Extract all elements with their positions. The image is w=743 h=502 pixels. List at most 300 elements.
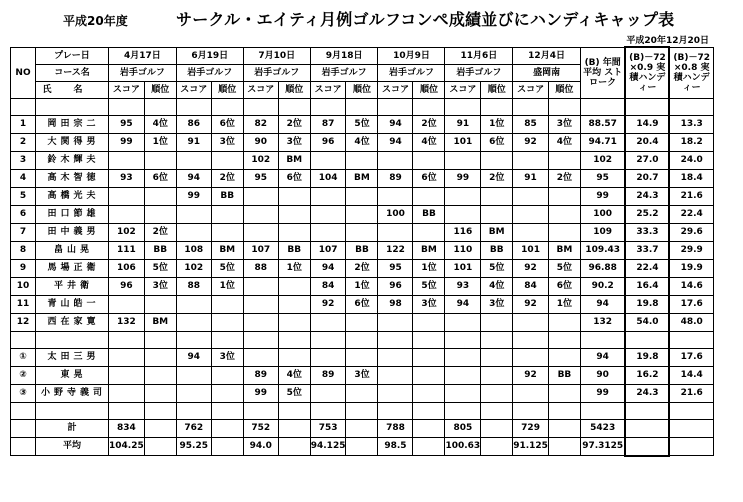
rank-cell: 6位 [346, 295, 378, 313]
rank-cell [278, 295, 310, 313]
handicap-0.9-cell: 25.2 [625, 205, 669, 223]
blank-cell [211, 98, 243, 115]
score-cell: 95 [243, 169, 278, 187]
score-cell [243, 187, 278, 205]
score-cell [378, 384, 413, 402]
blank-cell [278, 331, 310, 348]
rank-cell [211, 223, 243, 241]
rank-cell: BB [346, 241, 378, 259]
round-course: 岩手ゴルフ [176, 64, 243, 81]
score-cell: 116 [445, 223, 481, 241]
handicap-0.8-cell: 21.6 [669, 384, 713, 402]
rank-cell: 1位 [481, 115, 513, 133]
score-column-header: スコア [243, 81, 278, 98]
rank-cell: 2位 [346, 259, 378, 277]
rank-cell [413, 366, 445, 384]
round-average: 94.125 [310, 437, 346, 456]
player-name: 鈴木輝夫 [36, 151, 109, 169]
handicap-0.8-cell: 48.0 [669, 313, 713, 331]
handicap-0.8-cell: 29.6 [669, 223, 713, 241]
table-row [11, 241, 714, 259]
rank-cell: 2位 [481, 169, 513, 187]
rank-cell [211, 384, 243, 402]
blank-cell [513, 402, 549, 419]
score-cell [243, 277, 278, 295]
round-average: 91.125 [513, 437, 549, 456]
average-rank-blank [211, 437, 243, 456]
round-course: 岩手ゴルフ [445, 64, 513, 81]
score-cell [176, 295, 211, 313]
rank-cell: 5位 [346, 115, 378, 133]
overall-average: 97.3125 [580, 437, 625, 456]
score-cell: 101 [445, 259, 481, 277]
blank-cell [176, 331, 211, 348]
blank-cell [481, 331, 513, 348]
player-number: 3 [11, 151, 36, 169]
round-average: 98.5 [378, 437, 413, 456]
blank-cell [176, 402, 211, 419]
table-row [11, 295, 714, 313]
table-row [11, 187, 714, 205]
score-cell [513, 313, 549, 331]
rank-cell: 6位 [481, 133, 513, 151]
rank-cell [548, 223, 580, 241]
score-cell: 82 [243, 115, 278, 133]
blank-cell [669, 402, 713, 419]
handicap-0.9-cell: 33.3 [625, 223, 669, 241]
rank-cell [346, 205, 378, 223]
course-name-label: コース名 [36, 64, 109, 81]
rank-cell [346, 151, 378, 169]
average-stroke-cell: 102 [580, 151, 625, 169]
score-cell: 91 [176, 133, 211, 151]
score-cell: 107 [243, 241, 278, 259]
rank-cell [548, 384, 580, 402]
score-cell: 104 [310, 169, 346, 187]
player-number: 1 [11, 115, 36, 133]
score-cell [243, 348, 278, 366]
rank-cell: BM [144, 313, 176, 331]
score-cell: 94 [445, 295, 481, 313]
blank-cell [548, 98, 580, 115]
rank-cell: 5位 [144, 259, 176, 277]
rank-cell [278, 313, 310, 331]
rank-cell: 1位 [144, 133, 176, 151]
total-rank-blank [144, 419, 176, 437]
rank-cell: BM [346, 169, 378, 187]
score-cell: 92 [513, 366, 549, 384]
rank-cell: 4位 [278, 366, 310, 384]
total-row-blank [11, 419, 36, 437]
score-cell: 106 [109, 259, 145, 277]
rank-cell: 6位 [278, 169, 310, 187]
average-rank-blank [413, 437, 445, 456]
score-cell [513, 384, 549, 402]
score-cell: 95 [378, 259, 413, 277]
score-cell: 102 [176, 259, 211, 277]
score-cell [513, 151, 549, 169]
score-cell [176, 151, 211, 169]
rank-cell [278, 277, 310, 295]
handicap-0.9-cell: 54.0 [625, 313, 669, 331]
rank-cell [346, 313, 378, 331]
score-cell: 88 [243, 259, 278, 277]
round-date: 7月10日 [243, 47, 310, 64]
score-cell: 84 [310, 277, 346, 295]
table-row [11, 259, 714, 277]
handicap-0.8-cell: 19.9 [669, 259, 713, 277]
average-rank-blank [481, 437, 513, 456]
score-cell: 101 [513, 241, 549, 259]
rank-cell: 1位 [346, 277, 378, 295]
score-cell [445, 187, 481, 205]
rank-cell: BB [144, 241, 176, 259]
score-column-header: スコア [176, 81, 211, 98]
total-hc-blank [625, 419, 669, 437]
score-cell: 93 [445, 277, 481, 295]
score-cell: 94 [378, 115, 413, 133]
score-cell [310, 223, 346, 241]
blank-cell [513, 331, 549, 348]
score-column-header: スコア [109, 81, 145, 98]
rank-cell [144, 205, 176, 223]
rank-cell [144, 295, 176, 313]
blank-cell [625, 402, 669, 419]
average-stroke-cell: 109.43 [580, 241, 625, 259]
score-cell: 122 [378, 241, 413, 259]
blank-cell [243, 331, 278, 348]
rank-cell: 2位 [211, 169, 243, 187]
rank-cell: 5位 [413, 277, 445, 295]
player-name: 小野寺義司 [36, 384, 109, 402]
handicap-0.9-cell: 16.4 [625, 277, 669, 295]
document-title: サークル・エイティ月例ゴルフコンペ成績並びにハンディキャップ表 [176, 10, 675, 29]
score-cell [176, 313, 211, 331]
rank-cell [278, 348, 310, 366]
blank-cell [36, 402, 109, 419]
table-row [11, 348, 714, 366]
average-rank-blank [346, 437, 378, 456]
round-average: 94.0 [243, 437, 278, 456]
total-label: 計 [36, 419, 109, 437]
blank-cell [278, 402, 310, 419]
rank-cell: 5位 [481, 259, 513, 277]
rank-cell: BM [413, 241, 445, 259]
average-hc-blank [625, 437, 669, 456]
blank-cell [413, 402, 445, 419]
average-rank-blank [548, 437, 580, 456]
handicap-0.8-cell: 21.6 [669, 187, 713, 205]
score-cell: 92 [513, 259, 549, 277]
player-number: 2 [11, 133, 36, 151]
player-name: 大関得男 [36, 133, 109, 151]
rank-cell [346, 384, 378, 402]
player-name: 畠山晃 [36, 241, 109, 259]
blank-cell [481, 98, 513, 115]
score-cell: 99 [445, 169, 481, 187]
score-cell [243, 295, 278, 313]
rank-cell: BM [278, 151, 310, 169]
rank-cell [413, 151, 445, 169]
rank-cell [548, 205, 580, 223]
handicap-0.8-cell: 14.6 [669, 277, 713, 295]
rank-cell: 4位 [144, 115, 176, 133]
rank-cell [346, 187, 378, 205]
blank-cell [278, 98, 310, 115]
average-hc2-blank [669, 437, 713, 456]
rank-cell: BB [413, 205, 445, 223]
score-cell [445, 205, 481, 223]
rank-cell: 3位 [481, 295, 513, 313]
score-cell: 94 [310, 259, 346, 277]
round-course: 盛岡南 [513, 64, 581, 81]
player-name: 青山皓一 [36, 295, 109, 313]
blank-cell [580, 98, 625, 115]
average-stroke-cell: 99 [580, 384, 625, 402]
round-total: 729 [513, 419, 549, 437]
rank-cell: 3位 [278, 133, 310, 151]
rank-cell: 2位 [144, 223, 176, 241]
score-cell [378, 313, 413, 331]
handicap-0.9-header: (B)－72 ×0.9 実積ハンディー [625, 47, 669, 98]
rank-cell: BM [481, 223, 513, 241]
total-rank-blank [211, 419, 243, 437]
round-date: 9月18日 [310, 47, 378, 64]
blank-cell [445, 402, 481, 419]
rank-cell [278, 223, 310, 241]
score-cell [109, 151, 145, 169]
blank-cell [625, 98, 669, 115]
score-cell [310, 151, 346, 169]
rank-cell [211, 366, 243, 384]
score-cell: 96 [378, 277, 413, 295]
score-cell [109, 187, 145, 205]
rank-cell: 3位 [548, 115, 580, 133]
round-average: 104.25 [109, 437, 145, 456]
rank-column-header: 順位 [278, 81, 310, 98]
rank-cell: 1位 [548, 295, 580, 313]
score-cell [243, 205, 278, 223]
player-name: 平井衛 [36, 277, 109, 295]
table-row [11, 169, 714, 187]
rank-cell: 4位 [548, 133, 580, 151]
average-stroke-cell: 88.57 [580, 115, 625, 133]
average-stroke-cell: 90 [580, 366, 625, 384]
rank-cell: 4位 [481, 277, 513, 295]
round-average: 100.63 [445, 437, 481, 456]
blank-cell [513, 98, 549, 115]
blank-cell [346, 402, 378, 419]
score-cell [243, 313, 278, 331]
blank-cell [243, 98, 278, 115]
rank-cell: 5位 [278, 384, 310, 402]
blank-cell [625, 331, 669, 348]
rank-column-header: 順位 [413, 81, 445, 98]
rank-cell [548, 151, 580, 169]
blank-cell [109, 402, 145, 419]
blank-cell [144, 331, 176, 348]
round-course: 岩手ゴルフ [109, 64, 177, 81]
score-cell: 91 [513, 169, 549, 187]
score-cell [109, 348, 145, 366]
blank-cell [445, 98, 481, 115]
average-rank-blank [144, 437, 176, 456]
score-cell: 94 [378, 133, 413, 151]
player-number: 12 [11, 313, 36, 331]
rank-cell: 5位 [548, 259, 580, 277]
score-cell: 132 [109, 313, 145, 331]
blank-cell [144, 98, 176, 115]
name-column-header: 氏名 [36, 81, 109, 98]
handicap-0.8-cell: 18.2 [669, 133, 713, 151]
player-number: 6 [11, 205, 36, 223]
handicap-0.9-cell: 16.2 [625, 366, 669, 384]
rank-cell [144, 348, 176, 366]
round-total: 788 [378, 419, 413, 437]
rank-cell [413, 187, 445, 205]
average-stroke-cell: 95 [580, 169, 625, 187]
table-row [11, 366, 714, 384]
rank-cell: 1位 [278, 259, 310, 277]
blank-cell [211, 402, 243, 419]
score-cell [176, 366, 211, 384]
average-stroke-cell: 94 [580, 348, 625, 366]
blank-cell [669, 331, 713, 348]
table-row [11, 133, 714, 151]
player-name: 高橋光夫 [36, 187, 109, 205]
handicap-0.8-cell: 29.9 [669, 241, 713, 259]
rank-cell [144, 187, 176, 205]
player-name: 西在家寛 [36, 313, 109, 331]
fiscal-year-label: 平成20年度 [63, 14, 128, 28]
blank-cell [11, 402, 36, 419]
blank-cell [11, 98, 36, 115]
average-stroke-cell: 132 [580, 313, 625, 331]
rank-cell: BM [211, 241, 243, 259]
score-cell [378, 366, 413, 384]
table-row [11, 313, 714, 331]
total-rank-blank [548, 419, 580, 437]
rank-cell: 5位 [211, 259, 243, 277]
score-cell: 107 [310, 241, 346, 259]
score-cell [310, 313, 346, 331]
rank-cell: BB [481, 241, 513, 259]
blank-cell [445, 331, 481, 348]
score-cell: 110 [445, 241, 481, 259]
score-cell [513, 205, 549, 223]
total-rank-blank [481, 419, 513, 437]
score-cell: 92 [310, 295, 346, 313]
player-number: 4 [11, 169, 36, 187]
rank-cell: 4位 [346, 133, 378, 151]
no-column-header: NO [11, 47, 36, 98]
player-name: 太田三男 [36, 348, 109, 366]
rank-cell: 3位 [211, 133, 243, 151]
blank-cell [310, 331, 346, 348]
score-cell: 101 [445, 133, 481, 151]
rank-cell: 6位 [548, 277, 580, 295]
average-stroke-cell: 94 [580, 295, 625, 313]
rank-cell [481, 313, 513, 331]
rank-cell: 6位 [211, 115, 243, 133]
handicap-0.9-cell: 14.9 [625, 115, 669, 133]
document-date: 平成20年12月20日 [626, 36, 709, 46]
score-cell: 89 [243, 366, 278, 384]
score-cell: 100 [378, 205, 413, 223]
blank-cell [481, 402, 513, 419]
rank-cell [481, 366, 513, 384]
player-number: 8 [11, 241, 36, 259]
rank-cell [346, 348, 378, 366]
average-stroke-cell: 109 [580, 223, 625, 241]
rank-cell [413, 384, 445, 402]
round-total: 752 [243, 419, 278, 437]
blank-cell [378, 98, 413, 115]
score-cell: 85 [513, 115, 549, 133]
annual-average-header: (B) 年間平均 ストローク [580, 47, 625, 98]
rank-cell [144, 366, 176, 384]
score-cell [378, 348, 413, 366]
blank-cell [413, 331, 445, 348]
table-row [11, 151, 714, 169]
score-column-header: スコア [445, 81, 481, 98]
average-row-blank [11, 437, 36, 456]
blank-cell [580, 402, 625, 419]
rank-cell: 1位 [211, 277, 243, 295]
average-label: 平均 [36, 437, 109, 456]
blank-cell [580, 331, 625, 348]
handicap-0.9-cell: 19.8 [625, 348, 669, 366]
round-average: 95.25 [176, 437, 211, 456]
table-row [11, 223, 714, 241]
average-rank-blank [278, 437, 310, 456]
rank-cell [481, 187, 513, 205]
score-cell: 91 [445, 115, 481, 133]
score-cell: 96 [109, 277, 145, 295]
round-date: 6月19日 [176, 47, 243, 64]
score-cell: 99 [109, 133, 145, 151]
rank-cell [481, 348, 513, 366]
score-cell: 93 [109, 169, 145, 187]
handicap-0.9-cell: 33.7 [625, 241, 669, 259]
rank-column-header: 順位 [346, 81, 378, 98]
total-rank-blank [278, 419, 310, 437]
score-cell: 88 [176, 277, 211, 295]
rank-cell [548, 348, 580, 366]
blank-cell [548, 331, 580, 348]
handicap-0.8-cell: 14.4 [669, 366, 713, 384]
score-cell: 96 [310, 133, 346, 151]
rank-cell: BB [548, 366, 580, 384]
rank-cell: BB [211, 187, 243, 205]
rank-cell [481, 205, 513, 223]
handicap-0.8-cell: 24.0 [669, 151, 713, 169]
player-number: ① [11, 348, 36, 366]
score-cell [445, 313, 481, 331]
blank-cell [109, 331, 145, 348]
score-cell: 94 [176, 348, 211, 366]
handicap-0.9-cell: 19.8 [625, 295, 669, 313]
score-cell [310, 205, 346, 223]
rank-cell: 1位 [413, 259, 445, 277]
score-cell [378, 223, 413, 241]
blank-cell [310, 98, 346, 115]
rank-cell [481, 151, 513, 169]
player-name: 高木智徳 [36, 169, 109, 187]
player-number: ② [11, 366, 36, 384]
score-cell: 99 [243, 384, 278, 402]
round-course: 岩手ゴルフ [310, 64, 378, 81]
